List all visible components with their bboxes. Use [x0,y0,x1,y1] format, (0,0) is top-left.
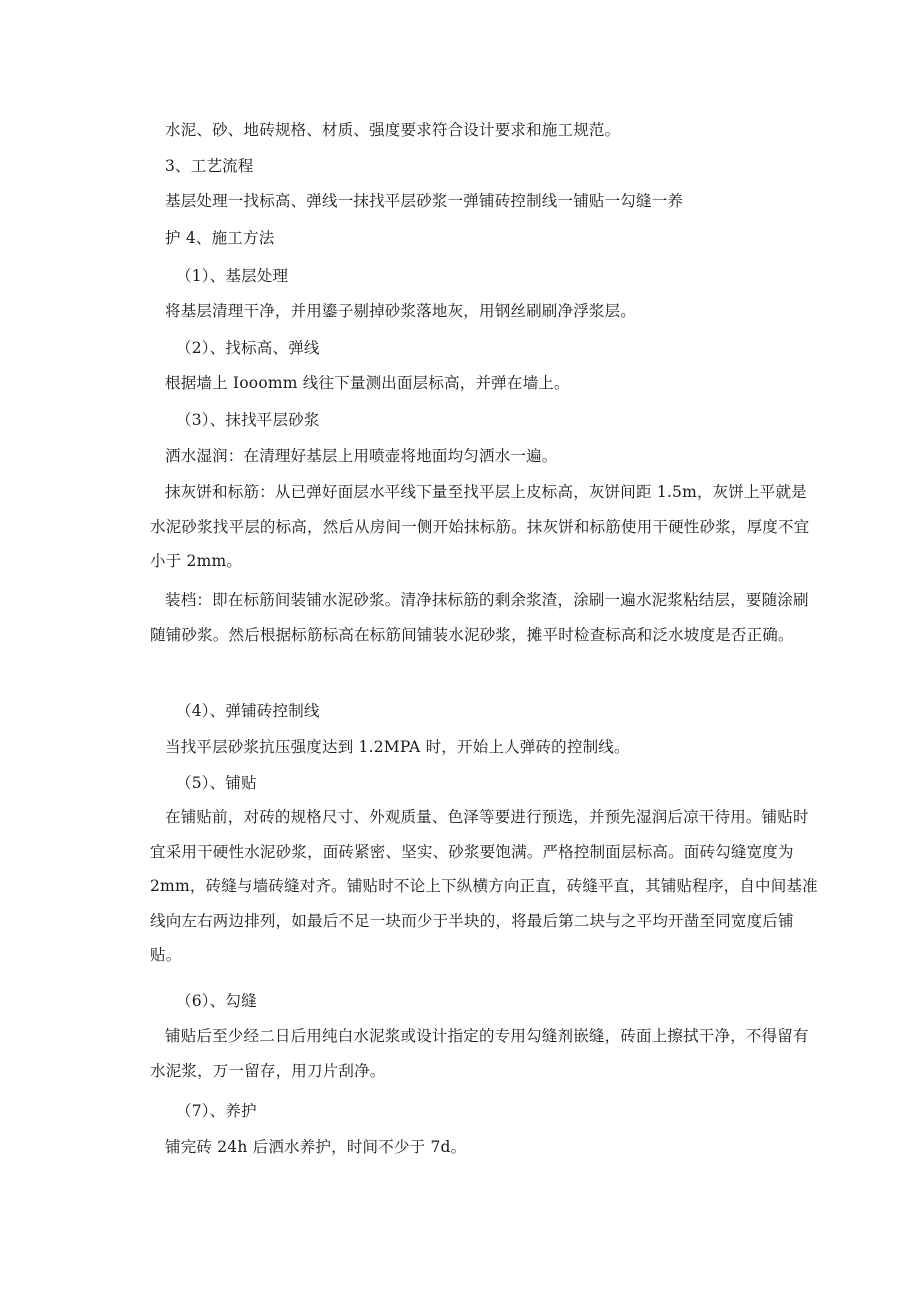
text-line: 当找平层砂浆抗压强度达到 1.2MPA 时，开始上人弹砖的控制线。 [165,738,630,756]
text-line: 基层处理一找标高、弹线一抹找平层砂浆一弹铺砖控制线一铺贴一勾缝一养 [165,192,684,210]
sub-heading: （2）、找标高、弹线 [176,339,320,357]
sub-heading: （7）、养护 [176,1102,257,1120]
sub-heading: （3）、抹找平层砂浆 [176,411,320,429]
paragraph: 装档：即在标筋间装铺水泥砂浆。清净抹标筋的剩余浆渣，涂刷一遍水泥浆粘结层，要随涂刷随铺砂浆。然后根据标筋标高在标筋间铺装水泥砂浆，摊平时检查标高和泛水坡度是否正确。 [150,591,809,644]
text-line: 将基层清理干净，并用鎏子剔掉砂浆落地灰，用钢丝刷刷净浮浆层。 [165,302,637,320]
section-heading: 护 4、施工方法 [165,229,275,247]
sub-heading: （1）、基层处理 [176,267,289,285]
paragraph: 在铺贴前，对砖的规格尺寸、外观质量、色泽等要进行预选，并预先湿润后凉干待用。铺贴时宜采用干硬性水泥砂浆，面砖紧密、坚实、砂浆要饱满。严格控制面层标高。面砖勾缝宽度为 2mm，砖缝与墙砖缝对齐。铺贴时不论上下纵横方向正直，砖缝平直，其铺贴程序，自中间基准线向左右两边排列，如最后不足一块而少于半块的，将最后第二块与之平均开凿至同宽度后铺贴。 [150,808,818,964]
text-line: 根据墙上 Ioo​omm 线往下量测出面层标高，并弹在墙上。 [165,374,570,392]
sub-heading: （6）、勾缝 [176,992,257,1010]
text-line: 铺完砖 24h 后洒水养护，时间不少于 7d。 [165,1138,467,1156]
sub-heading: （4）、弹铺砖控制线 [176,702,320,720]
text-line: 洒水湿润：在清理好基层上用喷壶将地面均匀洒水一遍。 [165,447,558,465]
paragraph: 抹灰饼和标筋：从已弹好面层水平线下量至找平层上皮标高，灰饼间距 1.5m，灰饼上平就是水泥砂浆找平层的标高，然后从房间一侧开始抹标筋。抹灰饼和标筋使用干硬性砂浆，厚度不宜小于 2mm。 [150,483,810,570]
sub-heading: （5）、铺贴 [176,774,257,792]
paragraph: 铺贴后至少经二日后用纯白水泥浆或设计指定的专用勾缝剂嵌缝，砖面上擦拭干净，不得留有水泥浆，万一留存，用刀片刮净。 [150,1027,809,1080]
text-line: 水泥、砂、地砖规格、材质、强度要求符合设计要求和施工规范。 [165,121,621,139]
section-heading: 3、工艺流程 [165,157,254,175]
